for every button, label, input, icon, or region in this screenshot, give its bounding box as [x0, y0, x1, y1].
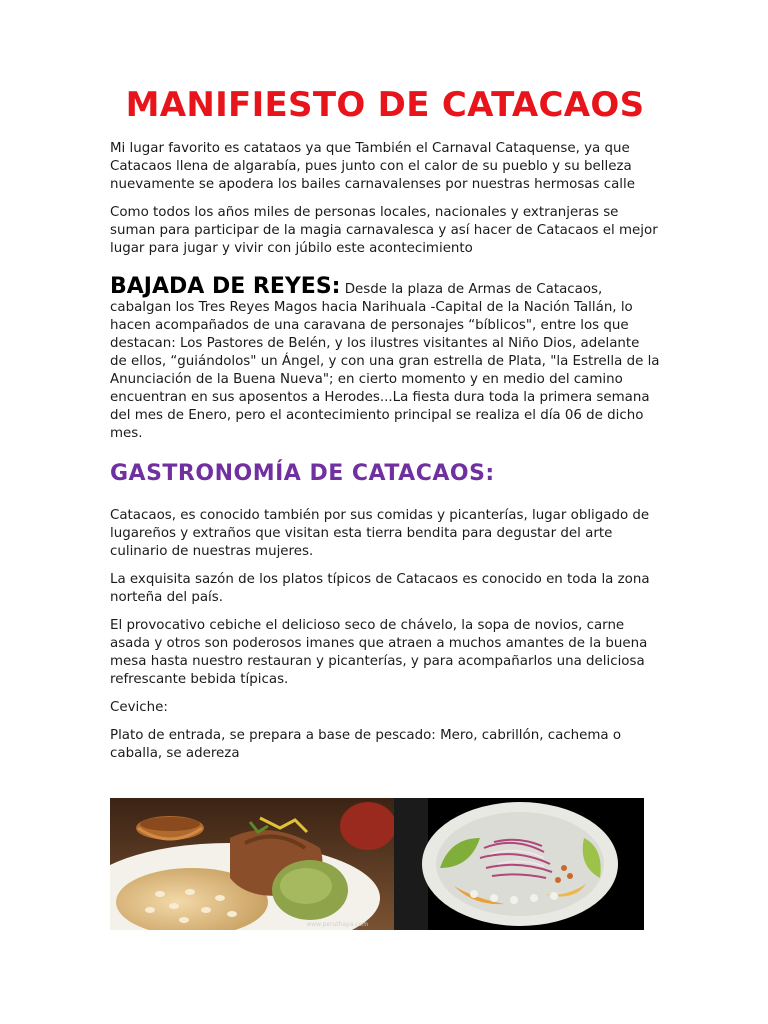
bajada-de-reyes-section — [110, 276, 660, 443]
seco-de-chavelo-photo — [110, 798, 394, 930]
bajada-de-reyes-text: Desde la plaza de Armas de Catacaos, cabalgan los Tres Reyes Magos hacia Narihuala -Capital de la Nación Tallán, lo hacen acompañados de una caravana de personajes “bíblicos", entre los que destacan: Los Pastores de Belén, y los ilustres visitantes al Niño Dios, adelante de ellos, “guiándolos" un Ángel, y con una gran estrella de Plata, "la Estrella de la Anunciación de la Buena Nueva"; en cierto momento y en medio del camino encuentran en sus aposentos a Herodes...La fiesta dura toda la primera semana del mes de Enero, pero el acontecimiento principal se realiza el día 06 de dicho mes. — [110, 282, 660, 441]
bajada-de-reyes-heading: BAJADA DE REYES: — [110, 274, 341, 299]
ceviche-label: Ceviche: — [110, 700, 168, 715]
food-photos — [110, 798, 644, 930]
gastronomia-heading: GASTRONOMÍA DE CATACAOS: — [110, 461, 495, 486]
photo-watermark: www.peruthaya.com — [306, 921, 368, 928]
intro-paragraph-2: Como todos los años miles de personas locales, nacionales y extranjeras se suman para participar de la magia carnavalesca y así hacer de Catacaos el mejor lugar para jugar y vivir con júbilo este acontecimiento — [110, 205, 658, 256]
intro-paragraph-1: Mi lugar favorito es catataos ya que También el Carnaval Cataquense, ya que Catacaos llena de algarabía, pues junto con el calor de su pueblo y su belleza nuevamente se apodera los bailes carnavalenses por nuestras hermosas calle — [110, 141, 635, 192]
gastronomia-paragraph-2: La exquisita sazón de los platos típicos de Catacaos es conocido en toda la zona norteña del país. — [110, 572, 650, 605]
gastronomia-paragraph-3: El provocativo cebiche el delicioso seco de chávelo, la sopa de novios, carne asada y otros son poderosos imanes que atraen a muchos amantes de la buena mesa hasta nuestro restauran y picanterías, y para acompañarlos una deliciosa refrescante bebida típicas. — [110, 618, 648, 687]
ceviche-photo — [394, 798, 644, 930]
gastronomia-paragraph-1: Catacaos, es conocido también por sus comidas y picanterías, lugar obligado de lugareños y extraños que visitan esta tierra bendita para degustar del arte culinario de nuestras mujeres. — [110, 508, 650, 559]
ceviche-description: Plato de entrada, se prepara a base de pescado: Mero, cabrillón, cachema o caballa, se adereza — [110, 728, 622, 761]
document-title: MANIFIESTO DE CATACAOS — [125, 85, 645, 125]
document-body — [110, 84, 660, 773]
